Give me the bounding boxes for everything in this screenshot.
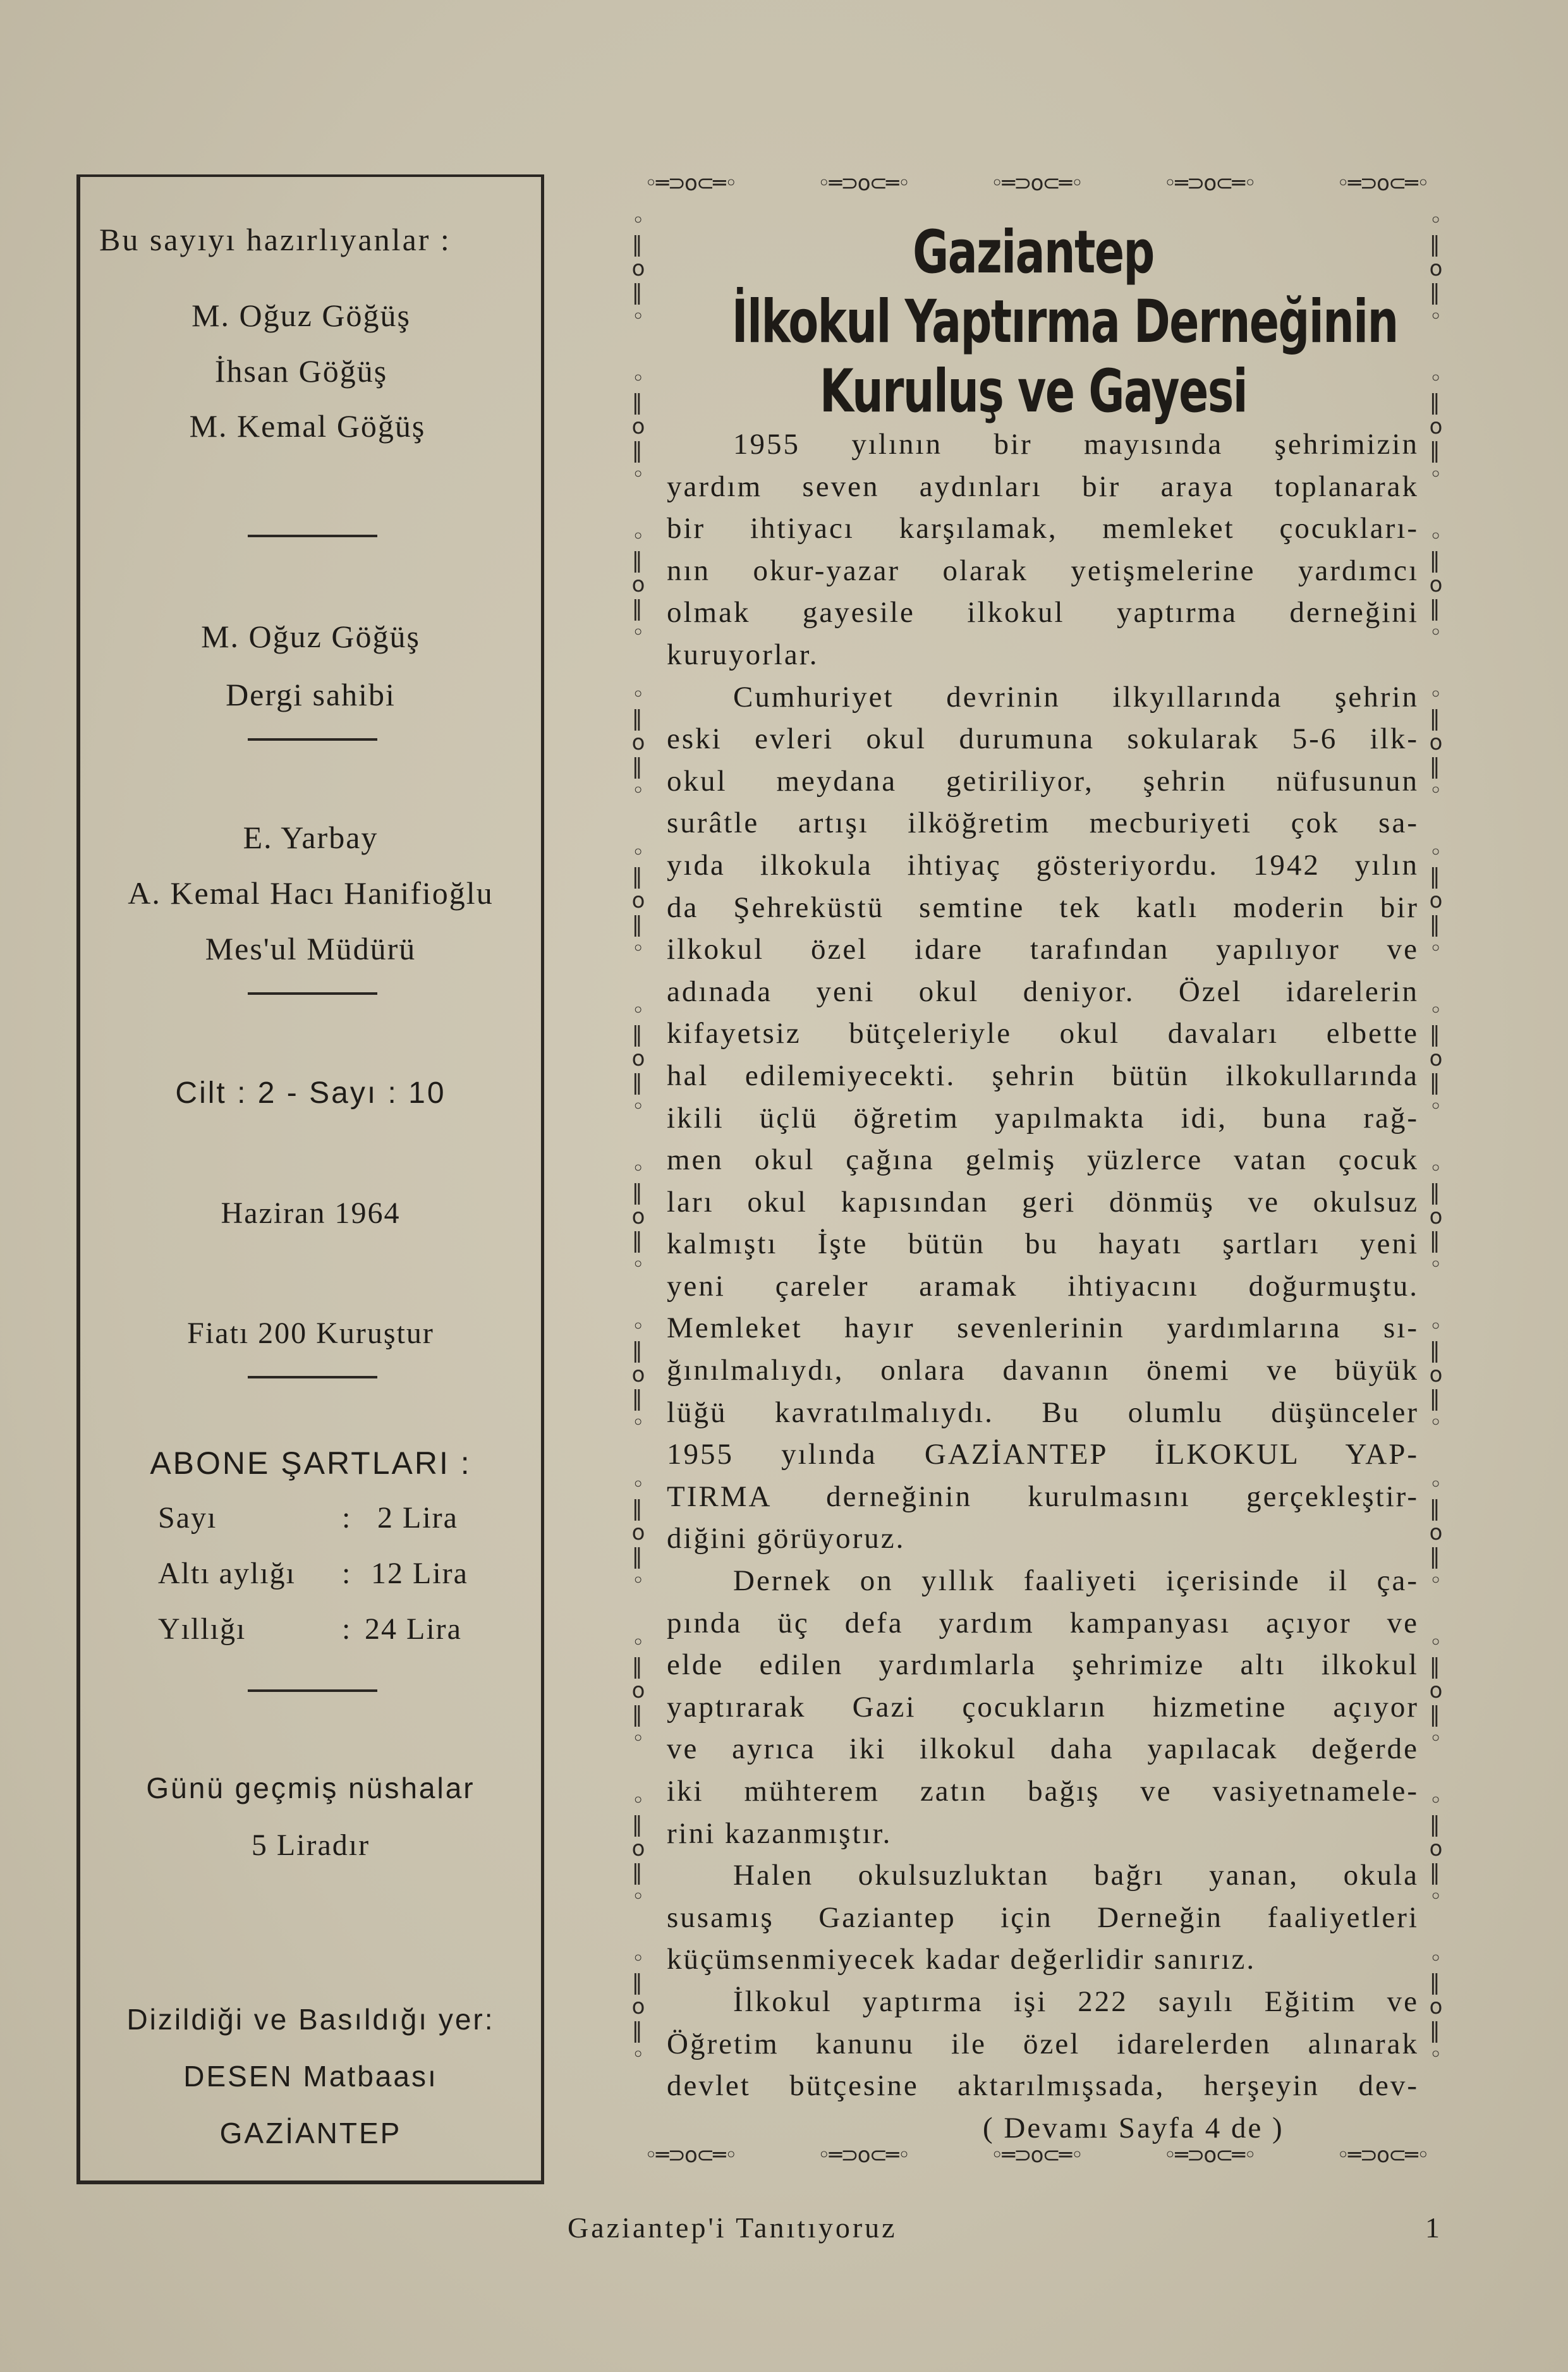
article-line: lüğü kavratılmalıydı. Bu olumlu düşünceler <box>667 1396 1419 1429</box>
divider <box>248 738 377 741</box>
article-line: Memleket hayır sevenlerinin yardımlarına sı- <box>667 1311 1419 1345</box>
article-line: ilkokul özel idare tarafından yapılıyor ve <box>667 933 1419 966</box>
left-ornament-border <box>626 209 651 2105</box>
ornament-icon: ◦ ‖ o ‖ ◦ <box>1429 1788 1443 1909</box>
top-ornament-border <box>645 171 1428 196</box>
article-line: devlet bütçesine aktarılmışsada, herşeyin dev- <box>667 2069 1419 2103</box>
article-body <box>667 423 1419 2149</box>
ornament-icon: ◦═⊃o⊂═◦ <box>817 2143 909 2168</box>
ornament-icon: ◦ ‖ o ‖ ◦ <box>631 1630 645 1751</box>
manager-rank: E. Yarbay <box>243 820 379 855</box>
ornament-icon: ◦ ‖ o ‖ ◦ <box>1429 366 1443 487</box>
ornament-icon: ◦ ‖ o ‖ ◦ <box>631 998 645 1119</box>
ornament-icon: ◦ ‖ o ‖ ◦ <box>1429 682 1443 803</box>
article-line: surâtle artışı ilköğretim mecburiyeti çok sa- <box>667 806 1419 840</box>
ornament-icon: ◦ ‖ o ‖ ◦ <box>631 1314 645 1435</box>
ornament-icon: ◦═⊃o⊂═◦ <box>990 2143 1083 2168</box>
prepared-by-heading: Bu sayıyı hazırlıyanlar : <box>99 222 451 257</box>
article-line: 1955 yılında GAZİANTEP İLKOKUL YAP- <box>667 1438 1419 1471</box>
ornament-icon: ◦═⊃o⊂═◦ <box>1337 2143 1428 2168</box>
article-frame <box>626 171 1441 2180</box>
manager-role: Mes'ul Müdürü <box>205 931 416 966</box>
ornament-icon: ◦ ‖ o ‖ ◦ <box>631 1472 645 1593</box>
ornament-icon: ◦ ‖ o ‖ ◦ <box>1429 840 1443 961</box>
article-line: ları okul kapısından geri dönmüş ve okulsuz <box>667 1185 1419 1219</box>
subscription-separator: : <box>342 1612 352 1646</box>
ornament-icon: ◦ ‖ o ‖ ◦ <box>1429 998 1443 1119</box>
article-line: iki mühterem zatın bağış ve vasiyetnamele- <box>667 1775 1419 1808</box>
owner-role: Dergi sahibi <box>226 677 396 712</box>
ornament-icon: ◦ ‖ o ‖ ◦ <box>631 840 645 961</box>
subscription-label: Sayı <box>158 1501 217 1535</box>
subscription-label: Yıllığı <box>158 1612 246 1646</box>
right-ornament-border <box>1423 209 1449 2105</box>
subscription-heading: ABONE ŞARTLARI : <box>150 1445 471 1481</box>
footer-publication: Gaziantep'i Tanıtıyoruz <box>568 2211 897 2244</box>
article-line: yaptırarak Gazi çocukların hizmetine açıyor <box>667 1690 1419 1724</box>
article-line: adınada yeni okul deniyor. Özel idarelerin <box>667 975 1419 1008</box>
continued-note: ( Devamı Sayfa 4 de ) <box>983 2111 1284 2144</box>
masthead-box <box>76 174 544 2184</box>
ornament-icon: ◦═⊃o⊂═◦ <box>1164 2143 1256 2168</box>
article-line: da Şehreküstü semtine tek katlı moderin bir <box>667 891 1419 924</box>
article-title-line: Gaziantep <box>913 218 1154 287</box>
article-line: eski evleri okul durumuna sokularak 5-6 ilk- <box>667 722 1419 756</box>
bottom-ornament-border <box>645 2143 1428 2168</box>
ornament-icon: ◦ ‖ o ‖ ◦ <box>1429 208 1443 329</box>
ornament-icon: ◦═⊃o⊂═◦ <box>645 2143 736 2168</box>
article-line: bir ihtiyacı karşılamak, memleket çocukları- <box>667 512 1419 545</box>
preparer-name: M. Kemal Göğüş <box>189 408 426 444</box>
preparer-name: İhsan Göğüş <box>214 353 388 389</box>
issue-date: Haziran 1964 <box>221 1196 401 1230</box>
article-line: ve ayrıca iki ilkokul daha yapılacak değerde <box>667 1732 1419 1766</box>
article-line: yeni çareler aramak ihtiyacını doğurmuştu. <box>667 1269 1419 1303</box>
ornament-icon: ◦ ‖ o ‖ ◦ <box>1429 524 1443 645</box>
article-line: hal edilemiyecekti. şehrin bütün ilkokullarında <box>667 1059 1419 1092</box>
issue-price: Fiatı 200 Kuruştur <box>187 1317 434 1350</box>
ornament-icon: ◦═⊃o⊂═◦ <box>1337 171 1428 196</box>
ornament-icon: ◦ ‖ o ‖ ◦ <box>631 1788 645 1909</box>
article-line: kifayetsiz bütçeleriyle okul davaları elbette <box>667 1017 1419 1050</box>
printer-name: DESEN Matbaası <box>183 2060 438 2093</box>
subscription-value: 24 Lira <box>365 1612 462 1646</box>
page-number: 1 <box>1425 2211 1442 2244</box>
divider <box>248 992 377 995</box>
ornament-icon: ◦ ‖ o ‖ ◦ <box>631 366 645 487</box>
ornament-icon: ◦ ‖ o ‖ ◦ <box>631 682 645 803</box>
volume-issue: Cilt : 2 - Sayı : 10 <box>175 1076 446 1110</box>
article-line: yıda ilkokula ihtiyaç gösteriyordu. 1942 yılın <box>667 848 1419 882</box>
article-line: susamış Gaziantep için Derneğin faaliyetleri <box>667 1901 1419 1934</box>
article-line: diğini görüyoruz. <box>667 1522 906 1555</box>
ornament-icon: ◦ ‖ o ‖ ◦ <box>631 1156 645 1277</box>
preparer-name: M. Oğuz Göğüş <box>191 298 411 333</box>
article-line: kuruyorlar. <box>667 638 819 671</box>
back-issues-line: Günü geçmiş nüshalar <box>146 1772 475 1804</box>
subscription-value: 2 Lira <box>377 1501 458 1535</box>
article-line: TIRMA derneğinin kurulmasını gerçekleştir- <box>667 1480 1419 1513</box>
ornament-icon: ◦ ‖ o ‖ ◦ <box>1429 1314 1443 1435</box>
article-line: Öğretim kanunu ile özel idarelerden alınarak <box>667 2027 1419 2060</box>
article-title-line: Kuruluş ve Gayesi <box>819 357 1248 426</box>
subscription-label: Altı aylığı <box>158 1557 296 1590</box>
ornament-icon: ◦ ‖ o ‖ ◦ <box>1429 1156 1443 1277</box>
article-title-line: İlkokul Yaptırma Derneğinin <box>731 288 1398 356</box>
article-line: küçümsenmiyecek kadar değerlidir sanırız. <box>667 1943 1256 1976</box>
ornament-icon: ◦═⊃o⊂═◦ <box>645 171 736 196</box>
subscription-separator: : <box>342 1501 352 1535</box>
article-line: men okul çağına gelmiş yüzlerce vatan çocuk <box>667 1143 1419 1177</box>
ornament-icon: ◦ ‖ o ‖ ◦ <box>1429 1472 1443 1593</box>
back-issues-price: 5 Liradır <box>251 1828 370 1862</box>
article-line: yardım seven aydınları bir araya toplanarak <box>667 470 1419 503</box>
divider <box>248 1376 377 1378</box>
article-line: elde edilen yardımlarla şehrimize altı ilkokul <box>667 1648 1419 1682</box>
ornament-icon: ◦ ‖ o ‖ ◦ <box>631 524 645 645</box>
article-line: ğınılmalıydı, onlara davanın önemi ve büyük <box>667 1354 1419 1387</box>
article-line: Halen okulsuzluktan bağrı yanan, okula <box>733 1859 1419 1892</box>
ornament-icon: ◦═⊃o⊂═◦ <box>1164 171 1256 196</box>
article-line: kalmıştı İşte bütün bu hayatı şartları yeni <box>667 1227 1419 1261</box>
printer-city: GAZİANTEP <box>219 2117 402 2150</box>
article-line: 1955 yılının bir mayısında şehrimizin <box>733 428 1419 461</box>
divider <box>248 535 377 537</box>
article-line: nın okur-yazar olarak yetişmelerine yardımcı <box>667 554 1419 587</box>
ornament-icon: ◦═⊃o⊂═◦ <box>990 171 1083 196</box>
printer-heading: Dizildiği ve Basıldığı yer: <box>126 2003 495 2036</box>
article-line: Dernek on yıllık faaliyeti içerisinde il ça- <box>733 1564 1419 1598</box>
ornament-icon: ◦═⊃o⊂═◦ <box>817 171 909 196</box>
subscription-separator: : <box>342 1557 352 1590</box>
owner-name: M. Oğuz Göğüş <box>201 619 420 654</box>
article-line: okul meydana getiriliyor, şehrin nüfusunun <box>667 764 1419 798</box>
manager-name: A. Kemal Hacı Hanifioğlu <box>128 875 494 911</box>
divider <box>248 1689 377 1692</box>
article-line: pında üç defa yardım kampanyası açıyor ve <box>667 1606 1419 1639</box>
ornament-icon: ◦ ‖ o ‖ ◦ <box>1429 1630 1443 1751</box>
ornament-icon: ◦ ‖ o ‖ ◦ <box>631 1946 645 2067</box>
subscription-value: 12 Lira <box>371 1557 468 1590</box>
article-line: olmak gayesile ilkokul yaptırma derneğini <box>667 596 1419 629</box>
ornament-icon: ◦ ‖ o ‖ ◦ <box>631 208 645 329</box>
article-line: ikili üçlü öğretim yapılmakta idi, buna rağ- <box>667 1101 1419 1134</box>
ornament-icon: ◦ ‖ o ‖ ◦ <box>1429 1946 1443 2067</box>
article-line: Cumhuriyet devrinin ilkyıllarında şehrin <box>733 680 1419 714</box>
article-line: rini kazanmıştır. <box>667 1816 892 1850</box>
article-line: İlkokul yaptırma işi 222 sayılı Eğitim ve <box>733 1985 1419 2018</box>
